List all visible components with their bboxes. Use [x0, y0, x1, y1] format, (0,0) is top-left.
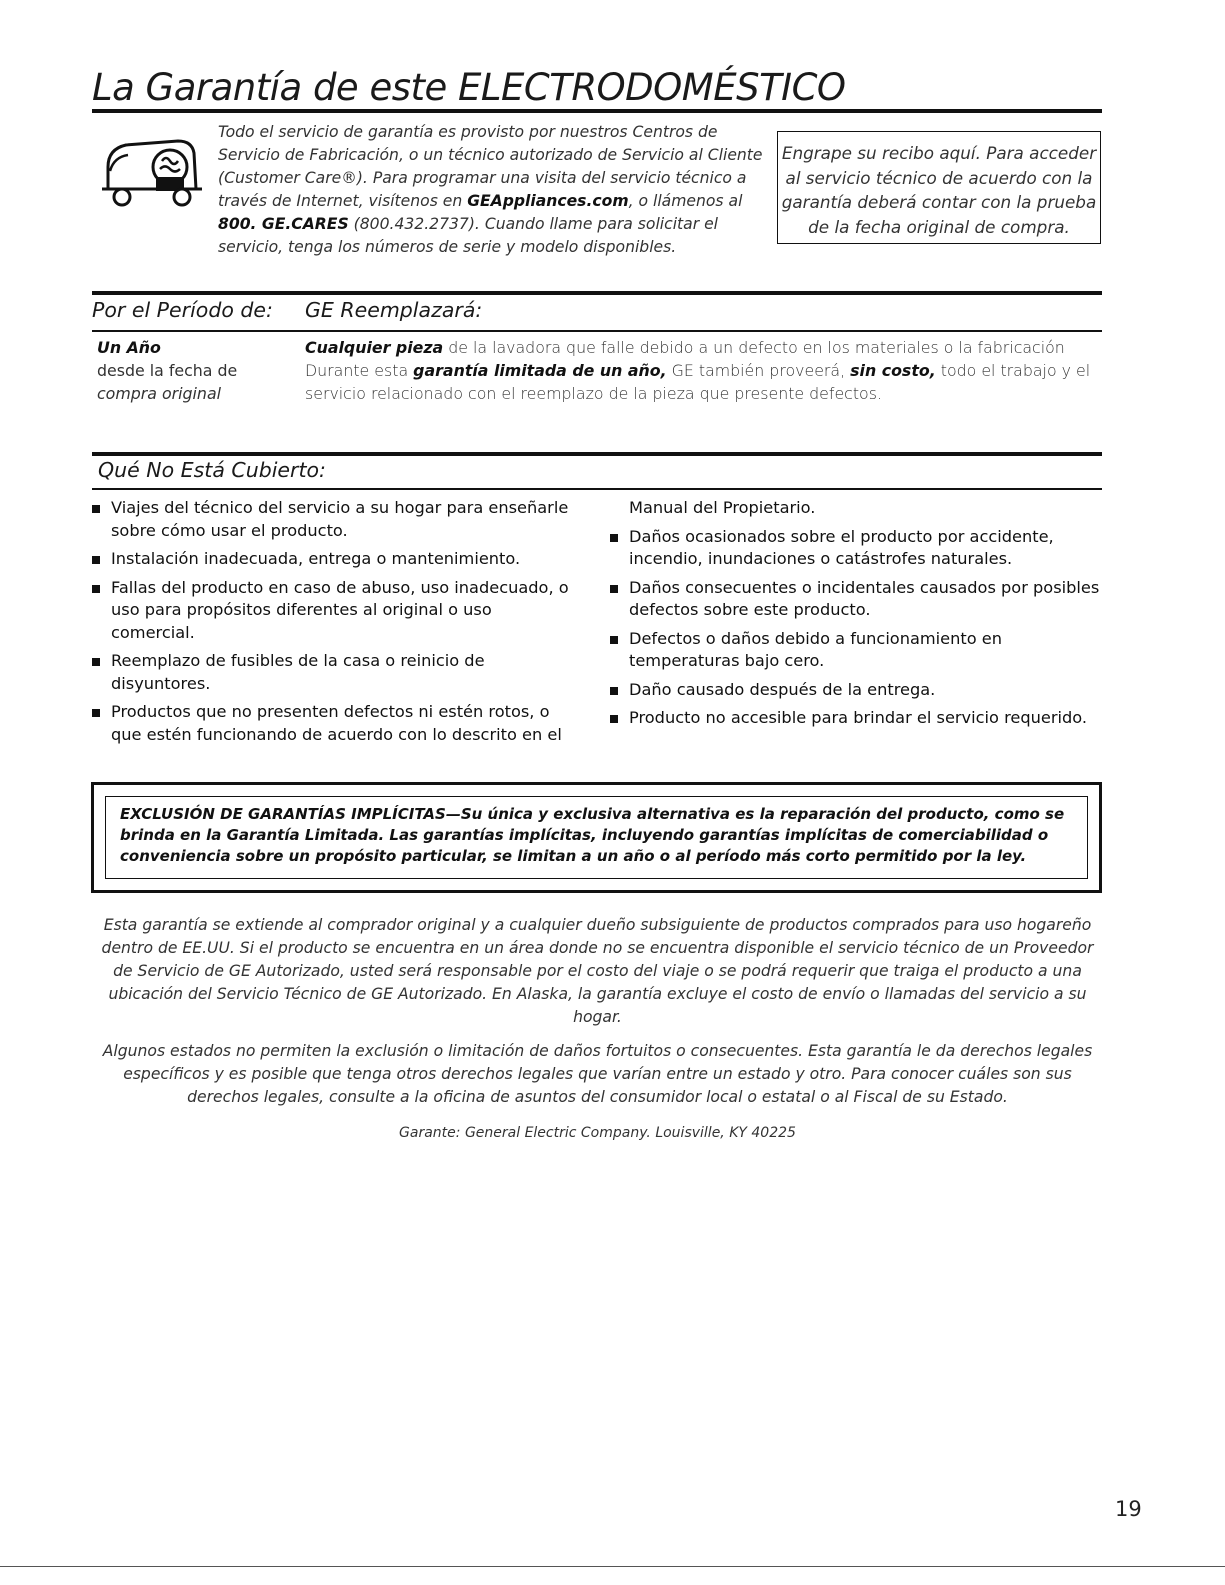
period-line-2: desde la fecha de: [97, 361, 238, 380]
list-item-text: Viajes del técnico del servicio a su hogar para enseñarle sobre cómo usar el producto.: [111, 498, 569, 540]
bullet-icon: [610, 534, 618, 542]
intro-text-1: Todo el servicio de garantía es provisto por nuestros Centros de Servicio de Fabricación, o un técnico autorizado de Servicio al Cliente (Customer Care®). Para programar una visita del servicio técnico a través de Internet, visítenos en: [218, 123, 763, 210]
not-covered-header-divider: [92, 488, 1102, 490]
list-item: [92, 701, 577, 746]
list-item: [92, 497, 577, 542]
list-item-text: Producto no accesible para brindar el servicio requerido.: [629, 708, 1088, 727]
list-item: [610, 679, 1110, 702]
warranty-extension-paragraph: Esta garantía se extiende al comprador original y a cualquier dueño subsiguiente de productos comprados para uso hogareño dentro de EE.UU. Si el producto se encuentra en un área donde no se encuentra disponible el servicio técnico de un Proveedor de Servicio de GE Autorizado, usted será responsable por el costo del viaje o se podrá requerir que traiga el producto a una ubicación del Servicio Técnico de GE Autorizado. En Alaska, la garantía excluye el costo de envío o llamadas del servicio a su hogar.: [101, 916, 1094, 1026]
coverage-bold-2: garantía limitada de un año,: [413, 361, 667, 380]
intro-text-3: (800.432.2737). Cuando llame para solicitar el servicio, tenga los números de serie y modelo disponibles.: [218, 215, 718, 256]
service-truck-icon: [100, 137, 204, 213]
replace-header: GE Reemplazará:: [305, 298, 483, 322]
list-item-text: Instalación inadecuada, entrega o mantenimiento.: [111, 549, 521, 568]
not-covered-top-divider: [92, 452, 1102, 456]
not-covered-list-right-items: [610, 526, 1110, 730]
list-item-text: Daño causado después de la entrega.: [629, 679, 936, 699]
page-number: 19: [1115, 1497, 1142, 1521]
list-item: [610, 628, 1110, 673]
intro-text-2: , o llámenos al: [628, 192, 743, 210]
title-divider: [92, 109, 1102, 113]
coverage-text-3: todo el trabajo y el servicio relacionado con el reemplazo de la pieza que presente defectos.: [305, 361, 1091, 403]
list-item: [610, 577, 1110, 622]
service-intro-text: [218, 121, 778, 259]
list-item: [610, 526, 1110, 571]
bullet-icon: [92, 709, 100, 717]
list-item-text: Productos que no presenten defectos ni estén rotos, o que estén funcionando de acuerdo con lo descrito en el: [111, 702, 562, 744]
period-header: Por el Período de:: [92, 298, 273, 322]
list-item-text: Daños consecuentes o incidentales causados por posibles defectos sobre este producto.: [629, 577, 1100, 619]
bullet-icon: [610, 715, 618, 723]
bullet-icon: [610, 585, 618, 593]
warranty-period: [97, 336, 297, 405]
coverage-text-1: de la lavadora que falle debido a un defecto en los materiales o la fabricación Durante esta: [305, 338, 1065, 380]
page-title: La Garantía de este ELECTRODOMÉSTICO: [92, 66, 846, 109]
list-item: [92, 548, 577, 571]
bullet-icon: [610, 687, 618, 695]
list-item-continuation: Manual del Propietario.: [629, 498, 816, 517]
guarantor-line: Garante: General Electric Company. Louisville, KY 40225: [399, 1125, 796, 1141]
exclusion-inner-box: [105, 796, 1088, 879]
implied-warranty-exclusion-box: [91, 782, 1102, 893]
list-item-text: Defectos o daños debido a funcionamiento en temperaturas bajo cero.: [629, 628, 1002, 670]
not-covered-list-right: [610, 497, 1110, 736]
list-item: [92, 577, 577, 645]
bottom-edge-line: [0, 1566, 1225, 1567]
receipt-box-text: Engrape su recibo aquí. Para acceder al servicio técnico de acuerdo con la garantía deberá contar con la prueba de la fecha original de compra.: [781, 143, 1097, 237]
period-line-3: compra original: [97, 384, 222, 403]
list-item-text: Daños ocasionados sobre el producto por accidente, incendio, inundaciones o catástrofes naturales.: [629, 526, 1054, 568]
legal-rights-paragraph: Algunos estados no permiten la exclusión o limitación de daños fortuitos o consecuentes. Esta garantía le da derechos legales específicos y es posible que tenga otros derechos legales que varían entre un estado y otro. Para conocer cuáles son sus derechos legales, consulte a la oficina de asuntos del consumidor local o estatal o al Fiscal de su Estado.: [102, 1042, 1093, 1106]
phone-number: 800. GE.CARES: [218, 215, 349, 233]
table-top-divider: [92, 291, 1102, 295]
coverage-bold-3: sin costo,: [850, 361, 936, 380]
bullet-icon: [610, 636, 618, 644]
bullet-icon: [92, 658, 100, 666]
list-item: [610, 707, 1110, 730]
list-item-text: Fallas del producto en caso de abuso, uso inadecuado, o uso para propósitos diferentes al original o uso comercial.: [111, 577, 569, 642]
table-header-divider: [92, 330, 1102, 332]
exclusion-text: EXCLUSIÓN DE GARANTÍAS IMPLÍCITAS—Su única y exclusiva alternativa es la reparación del producto, como se brinda en la Garantía Limitada. Las garantías implícitas, incluyendo garantías implícitas de comerciabilidad o conveniencia sobre un propósito particular, se limitan a un año o al período más corto permitido por la ley.: [120, 805, 1065, 865]
receipt-staple-box: [777, 131, 1101, 244]
bullet-icon: [92, 556, 100, 564]
period-line-1: Un Año: [97, 338, 161, 357]
bullet-icon: [92, 505, 100, 513]
website-link[interactable]: GEAppliances.com: [467, 192, 629, 210]
not-covered-list-left: [92, 497, 577, 752]
coverage-bold-1: Cualquier pieza: [305, 338, 444, 357]
list-item: [92, 650, 577, 695]
list-item-text: Reemplazo de fusibles de la casa o reinicio de disyuntores.: [111, 651, 485, 693]
bullet-icon: [92, 585, 100, 593]
warranty-coverage: [305, 336, 1095, 405]
not-covered-header: Qué No Está Cubierto:: [98, 458, 326, 482]
coverage-text-2: GE también proveerá,: [666, 361, 851, 380]
